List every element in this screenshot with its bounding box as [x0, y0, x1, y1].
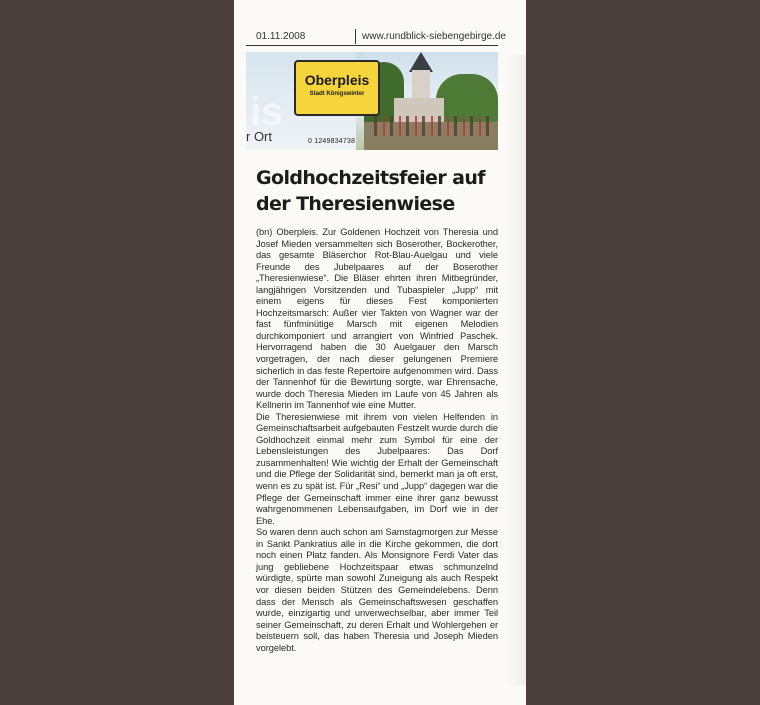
headline-line-1: Goldhochzeitsfeier auf	[256, 167, 485, 189]
article-paragraph-2: Die Theresienwiese mit ihrem von vielen Helfenden in Gemeinschaftsarbeit aufgebauten Festzelt wurde durch die Goldhochzeit einmal mehr zum Symbol für eine der Lebensleistungen des Jubelpaares: Das Dorf zusammenhalten! Wie wichtig der Erhalt der Gemeinschaft und die Pflege der Solidarität sind, bemerkt man ja oft erst, wenn es zu spät ist. Für „Resi“ und „Jupp“ dagegen war die Pflege der Gemeinschaft immer eine ihrer ganz bewusst wahrgenommenen Lebensaufgaben, im Dorf wie in der Ehe.	[256, 411, 498, 526]
article-body	[256, 227, 498, 654]
headline-line-2: der Theresienwiese	[256, 193, 455, 215]
header-banner-image	[246, 52, 498, 150]
village-photo	[364, 52, 498, 150]
issue-date: 01.11.2008	[256, 31, 306, 42]
article-headline	[256, 165, 506, 217]
page-edge-bleed	[506, 55, 526, 685]
crowd	[374, 116, 494, 136]
banner-ort-text: r Ort	[246, 129, 272, 144]
article-paragraph-1: (bn) Oberpleis. Zur Goldenen Hochzeit von Theresia und Josef Mieden versammelten sich Boserother, Bockerother, das gesamte Bläserchor Rot-Blau-Auelgau und viele Freunde des Jubelpaares auf der Boserother „Theresienwiese“. Die Bläser ehrten ihren Mitbegründer, langjährigen Vorsitzenden und Tubaspieler „Jupp“ mit einem eigens für dieses Fest komponierten Hochzeitsmarsch: Außer vier Takten von Wagner war der fast fünfminütige Marsch mit eigenen Melodien durchkomponiert und arrangiert von Winfried Paschek. Hervorragend haben die 30 Auelgauer den Marsch vorgetragen, der nach dieser gelungenen Premiere sicherlich in das feste Repertoire aufgenommen wird. Dass der Tannenhof für die Bewirtung sorgte, war Ehrensache, wurde doch Theresia Mieden im Laufe von 45 Jahren als Kellnerin im Tannenhof wie eine Mutter.	[256, 227, 498, 411]
town-sign-subtitle: Stadt Königswinter	[309, 91, 365, 97]
town-sign	[294, 60, 380, 116]
article-paragraph-3: So waren denn auch schon am Samstagmorgen zur Messe in Sankt Pankratius alle in die Kirche gekommen, die dort noch einen Platz fanden. Als Monsignore Ferdi Vater das jung gebliebene Hochzeitspaar etwas schmunzelnd würdigte, spürte man sowohl Zuneigung als auch Respekt vor diesen beiden Stützen des Gemeindelebens. Denn dass der Mensch als Gemeinschaftswesen geschaffen wurde, einzigartig und unverwechselbar, aber immer Teil seiner Gemeinschaft, zu deren Erhalt und Wohlergehen er beisteuern soll, das haben Theresia und Joseph Mieden vorgelebt.	[256, 527, 498, 653]
header-divider	[355, 29, 356, 44]
website-url: www.rundblick-siebengebirge.de	[362, 31, 506, 42]
church-spire	[409, 52, 433, 72]
barcode-number: 0 1249834738	[308, 138, 356, 145]
banner-ghost-text: is	[250, 90, 284, 134]
town-sign-name: Oberpleis	[304, 72, 370, 88]
page-header	[246, 29, 506, 46]
newspaper-clipping	[234, 0, 526, 705]
